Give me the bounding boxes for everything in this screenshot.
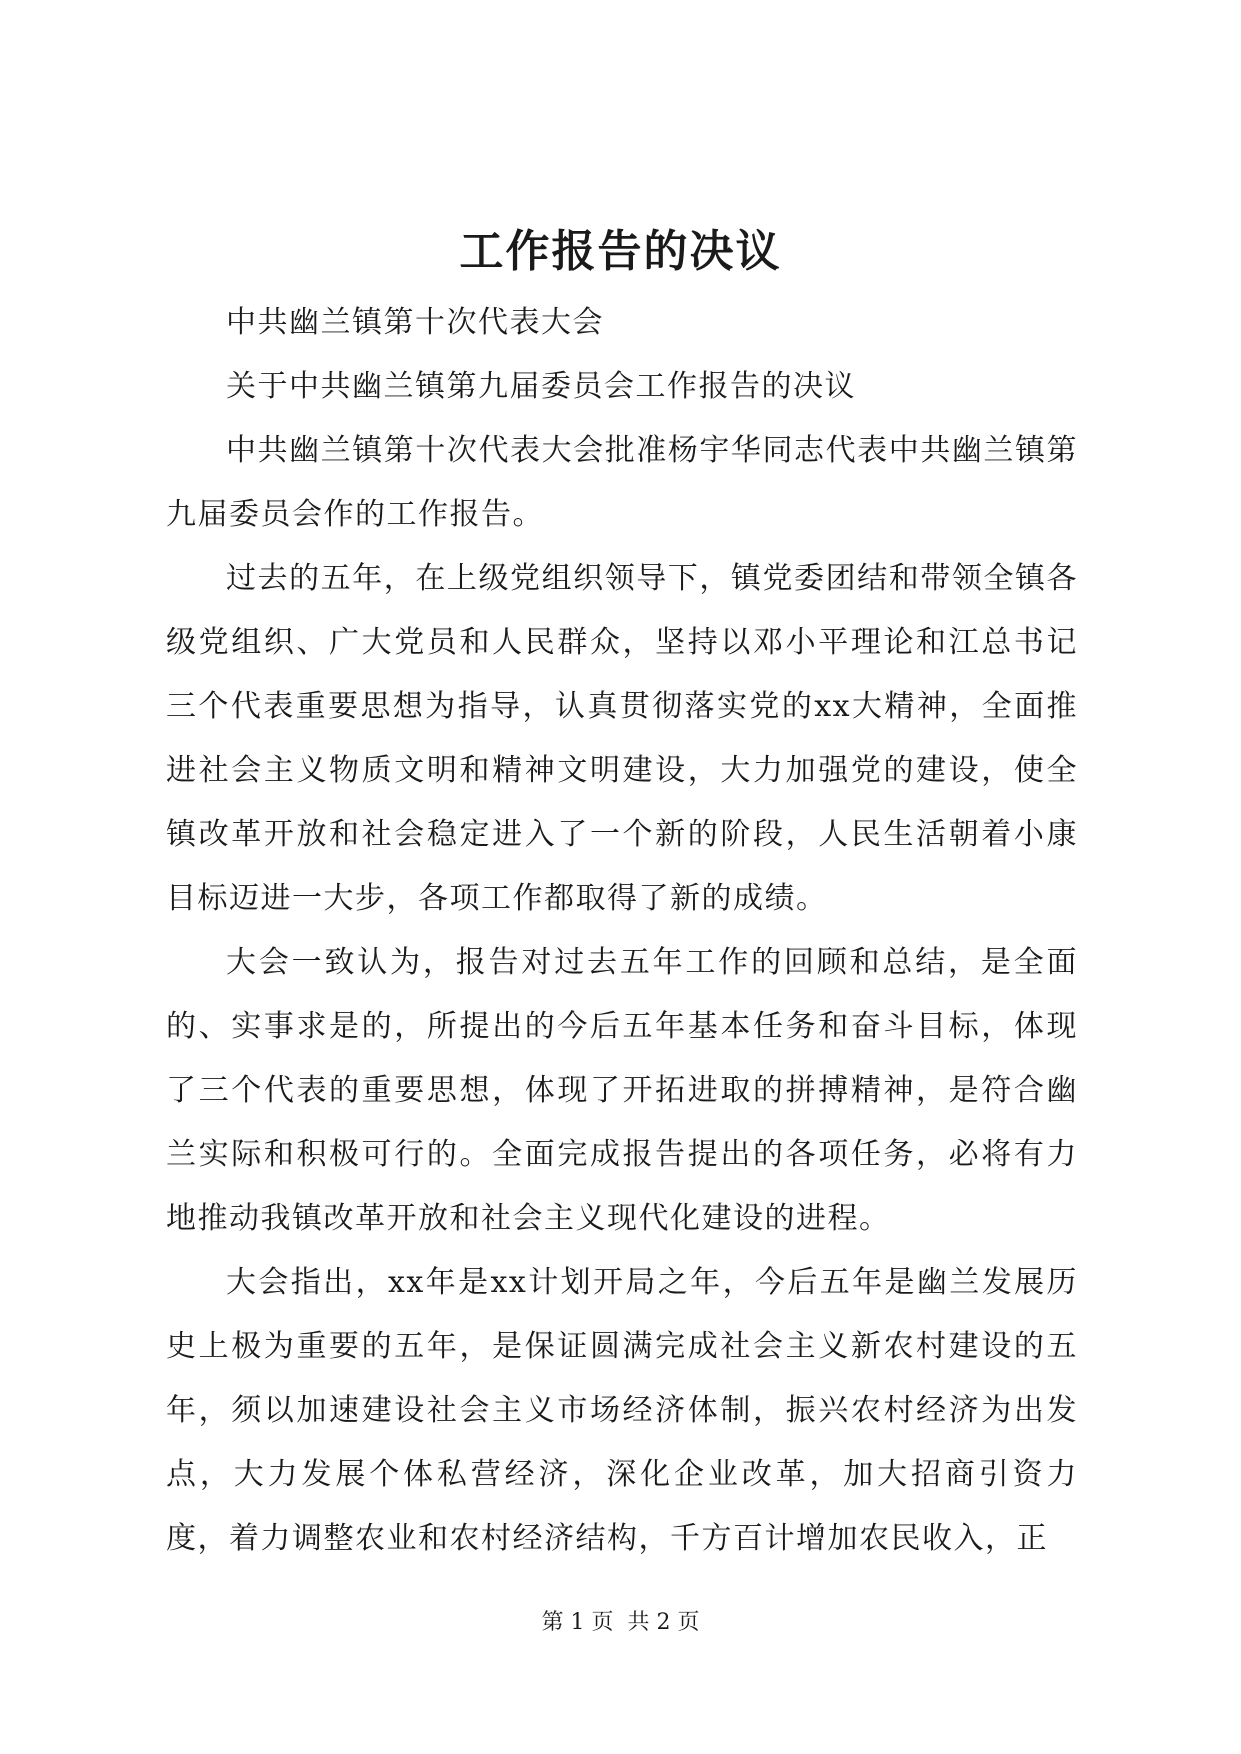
document-title: 工作报告的决议 (459, 226, 782, 277)
page-footer (0, 1608, 1241, 1638)
paragraph-approval: 中共幽兰镇第十次代表大会批准杨宇华同志代表中共幽兰镇第九届委员会作的工作报告。 (166, 433, 1078, 532)
paragraph-congress-name: 中共幽兰镇第十次代表大会 (226, 305, 604, 340)
paragraph-past-five-years: 过去的五年，在上级党组织领导下，镇党委团结和带领全镇各级党组织、广大党员和人民群众，坚持以邓小平理论和江总书记三个代表重要思想为指导，认真贯彻落实党的xx大精神，全面推进社会主义物质文明和精神文明建设，大力加强党的建设，使全镇改革开放和社会稳定进入了一个新的阶段，人民生活朝着小康目标迈进一大步，各项工作都取得了新的成绩。 (166, 561, 1078, 916)
paragraph-resolution-subject: 关于中共幽兰镇第九届委员会工作报告的决议 (226, 369, 856, 404)
page-number-label: 第 1 页 共 2 页 (541, 1610, 700, 1635)
document-body (166, 291, 1078, 1571)
paragraph-assessment: 大会一致认为，报告对过去五年工作的回顾和总结，是全面的、实事求是的，所提出的今后五年基本任务和奋斗目标，体现了三个代表的重要思想，体现了开拓进取的拼搏精神，是符合幽兰实际和积极可行的。全面完成报告提出的各项任务，必将有力地推动我镇改革开放和社会主义现代化建设的进程。 (166, 945, 1078, 1236)
paragraph-next-five-years: 大会指出，xx年是xx计划开局之年，今后五年是幽兰发展历史上极为重要的五年，是保证圆满完成社会主义新农村建设的五年，须以加速建设社会主义市场经济体制，振兴农村经济为出发点，大力发展个体私营经济，深化企业改革，加大招商引资力度，着力调整农业和农村经济结构，千方百计增加农民收入，正 (166, 1265, 1078, 1556)
